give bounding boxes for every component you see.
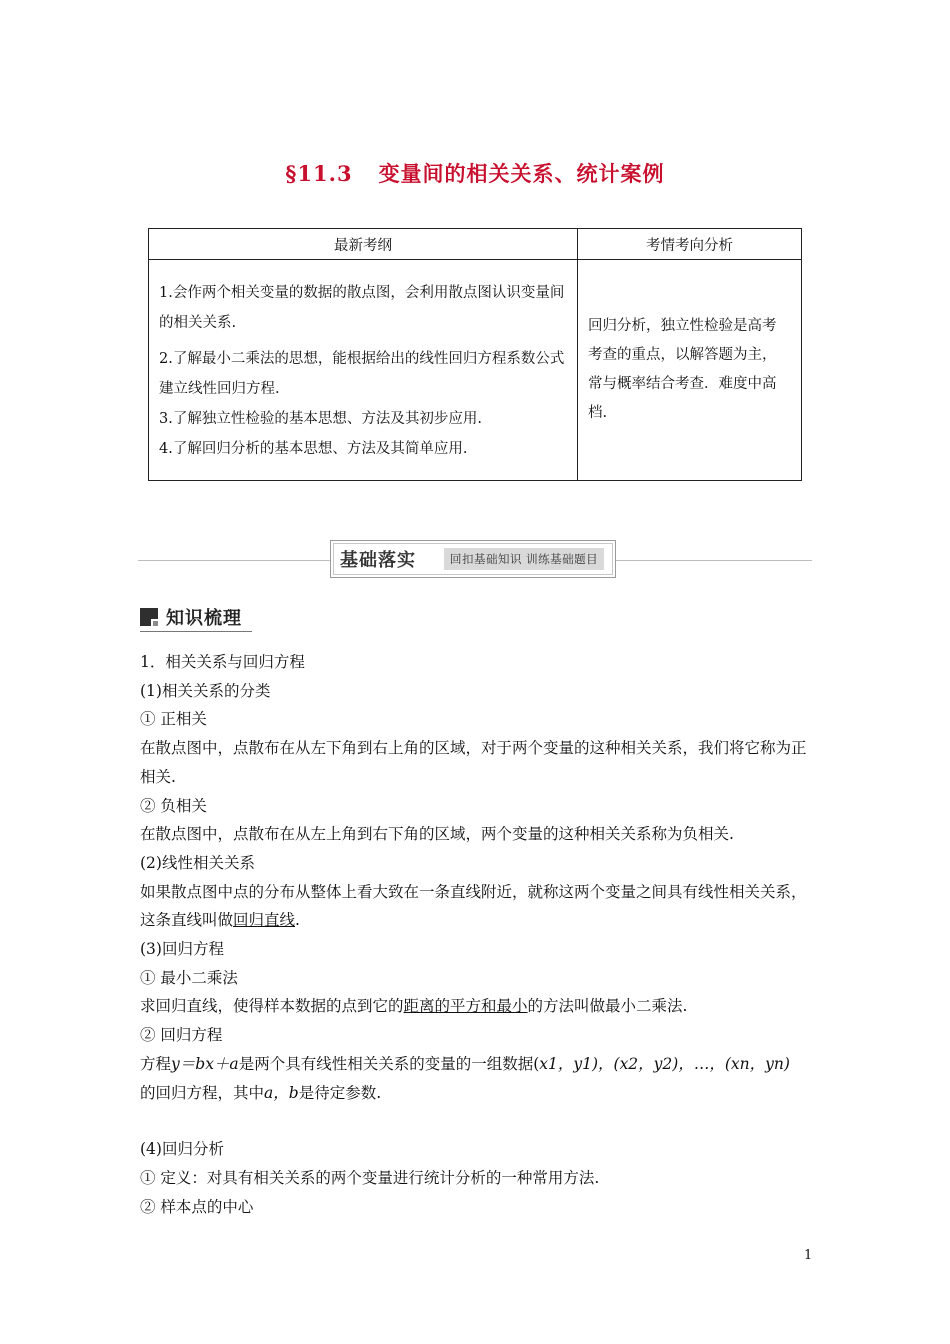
requirement-item: 2.了解最小二乘法的思想，能根据给出的线性回归方程系数公式建立线性回归方程.	[159, 351, 565, 397]
outline-table	[148, 228, 802, 481]
section-heading-underline	[140, 631, 252, 632]
page-number: 1	[804, 1248, 813, 1263]
subheading: (4)回归分析	[140, 1140, 224, 1159]
subheading: (2)线性相关关系	[140, 853, 255, 872]
section-number: §11.3	[285, 161, 353, 186]
header-analysis: 考情考向分析	[578, 229, 802, 260]
item-title: ② 负相关	[140, 796, 207, 815]
item-title: ① 正相关	[140, 710, 207, 729]
term-least-squares: 距离的平方和最小	[403, 997, 528, 1016]
requirements-cell	[149, 260, 578, 481]
item-title: ① 最小二乘法	[140, 968, 238, 987]
paragraph: 在散点图中，点散布在从左上角到右下角的区域，两个变量的这种相关关系称为负相关.	[140, 825, 734, 844]
page-title	[0, 158, 950, 188]
paragraph: 求回归直线，使得样本数据的点到它的距离的平方和最小的方法叫做最小二乘法.	[140, 997, 688, 1016]
requirement-item: 1.会作两个相关变量的数据的散点图，会利用散点图认识变量间的相关关系.	[159, 285, 565, 331]
band-title: 基础落实	[340, 550, 416, 571]
item-title: ② 回归方程	[140, 1026, 223, 1045]
paragraph: 的回归方程，其中a，b是待定参数.	[140, 1083, 382, 1102]
analysis-cell: 回归分析，独立性检验是高考考查的重点，以解答题为主，常与概率结合考查．难度中高档.	[578, 260, 802, 481]
square-bullet-icon	[140, 608, 158, 626]
paragraph: 在散点图中，点散布在从左下角到右上角的区域，对于两个变量的这种相关关系，我们将它称为正相关.	[140, 739, 807, 786]
band-box	[330, 540, 616, 578]
term-regression-line: 回归直线	[233, 911, 296, 930]
requirement-item: 4.了解回归分析的基本思想、方法及其简单应用.	[159, 441, 468, 457]
content-body	[140, 648, 812, 1221]
parameters: a，b	[264, 1083, 299, 1102]
data-pairs: x1，y1)，(x2，y2)，…，(xn，yn)	[539, 1054, 790, 1073]
band-subtitle: 回扣基础知识 训练基础题目	[444, 548, 604, 570]
item-title: ② 样本点的中心	[140, 1197, 254, 1216]
paragraph: 方程y＝bx＋a是两个具有线性相关关系的变量的一组数据(x1，y1)，(x2，y2)，…，(xn，yn)	[140, 1054, 790, 1073]
section-band	[138, 538, 812, 584]
paragraph: ① 定义：对具有相关关系的两个变量进行统计分析的一种常用方法.	[140, 1168, 600, 1187]
regression-formula: y＝bx＋a	[171, 1054, 239, 1073]
header-requirements: 最新考纲	[149, 229, 578, 260]
heading-1: 1．相关关系与回归方程	[140, 653, 305, 671]
section-heading	[140, 604, 242, 630]
subheading: (3)回归方程	[140, 940, 224, 959]
section-heading-label: 知识梳理	[166, 608, 242, 629]
section-title-text: 变量间的相关关系、统计案例	[378, 161, 665, 186]
requirement-item: 3.了解独立性检验的基本思想、方法及其初步应用.	[159, 411, 482, 427]
paragraph: 如果散点图中点的分布从整体上看大致在一条直线附近，就称这两个变量之间具有线性相关关系，这条直线叫做回归直线.	[140, 882, 807, 930]
subheading: (1)相关关系的分类	[140, 681, 271, 700]
